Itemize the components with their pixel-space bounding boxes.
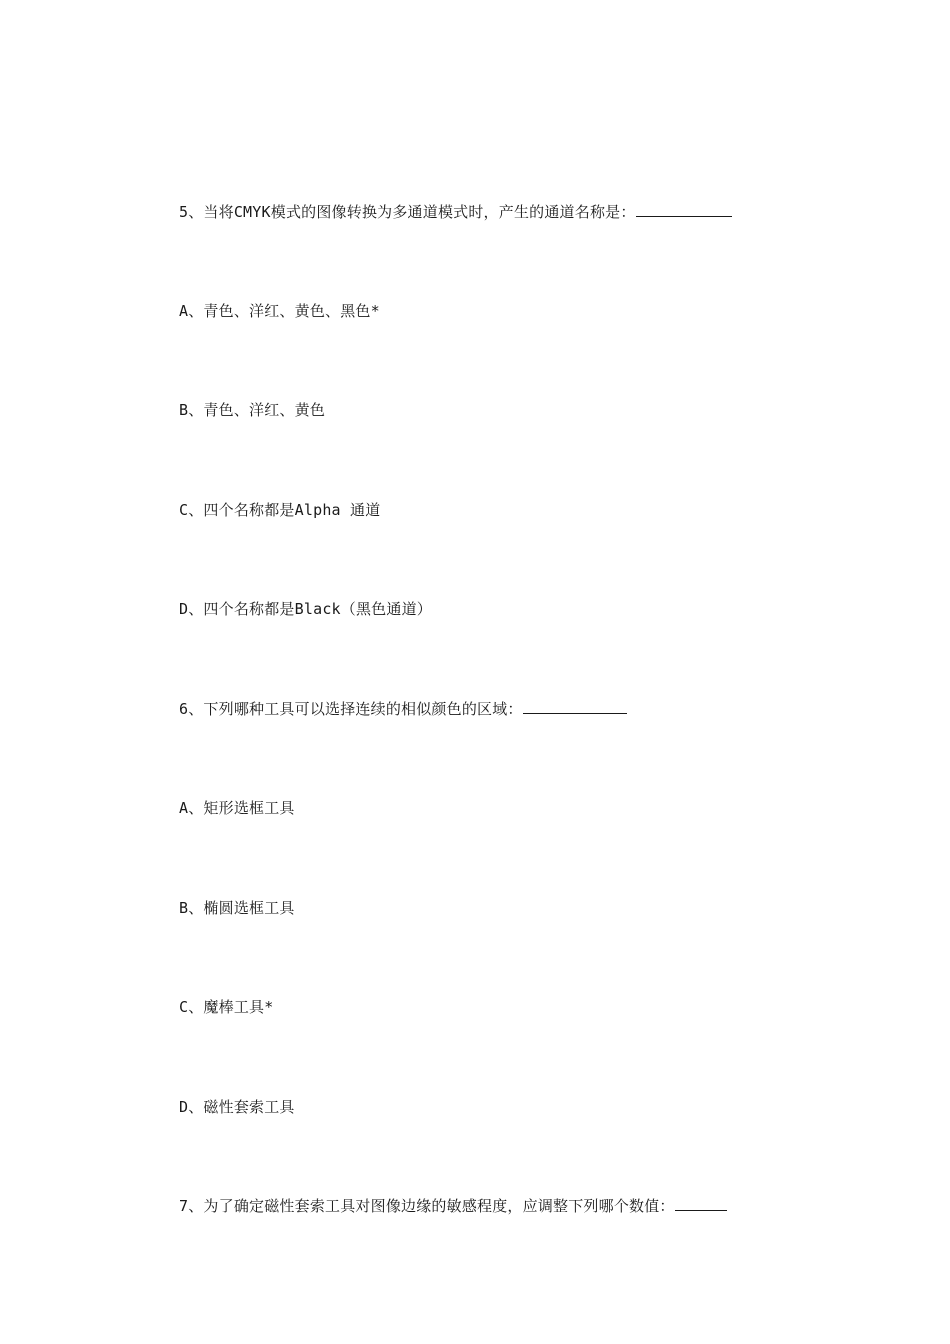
answer-blank (636, 202, 732, 217)
question-5-stem: 5、当将CMYK模式的图像转换为多通道模式时，产生的通道名称是： (179, 203, 636, 221)
question-6 (179, 699, 627, 719)
question-6-stem: 6、下列哪种工具可以选择连续的相似颜色的区域： (179, 700, 523, 718)
question-6-option-c: C、魔棒工具* (179, 998, 274, 1016)
question-5-option-d: D、四个名称都是Black（黑色通道） (179, 600, 432, 618)
question-6-option-a: A、矩形选框工具 (179, 799, 295, 817)
question-5-option-c: C、四个名称都是Alpha 通道 (179, 501, 381, 519)
question-5-option-b: B、青色、洋红、黄色 (179, 401, 326, 419)
question-7 (179, 1196, 727, 1216)
question-5 (179, 202, 732, 222)
question-6-option-d: D、磁性套索工具 (179, 1098, 295, 1116)
question-5-option-a: A、青色、洋红、黄色、黑色* (179, 302, 380, 320)
answer-blank (523, 699, 627, 714)
question-7-stem: 7、为了确定磁性套索工具对图像边缘的敏感程度，应调整下列哪个数值： (179, 1197, 675, 1215)
answer-blank (675, 1196, 727, 1211)
question-6-option-b: B、椭圆选框工具 (179, 899, 295, 917)
